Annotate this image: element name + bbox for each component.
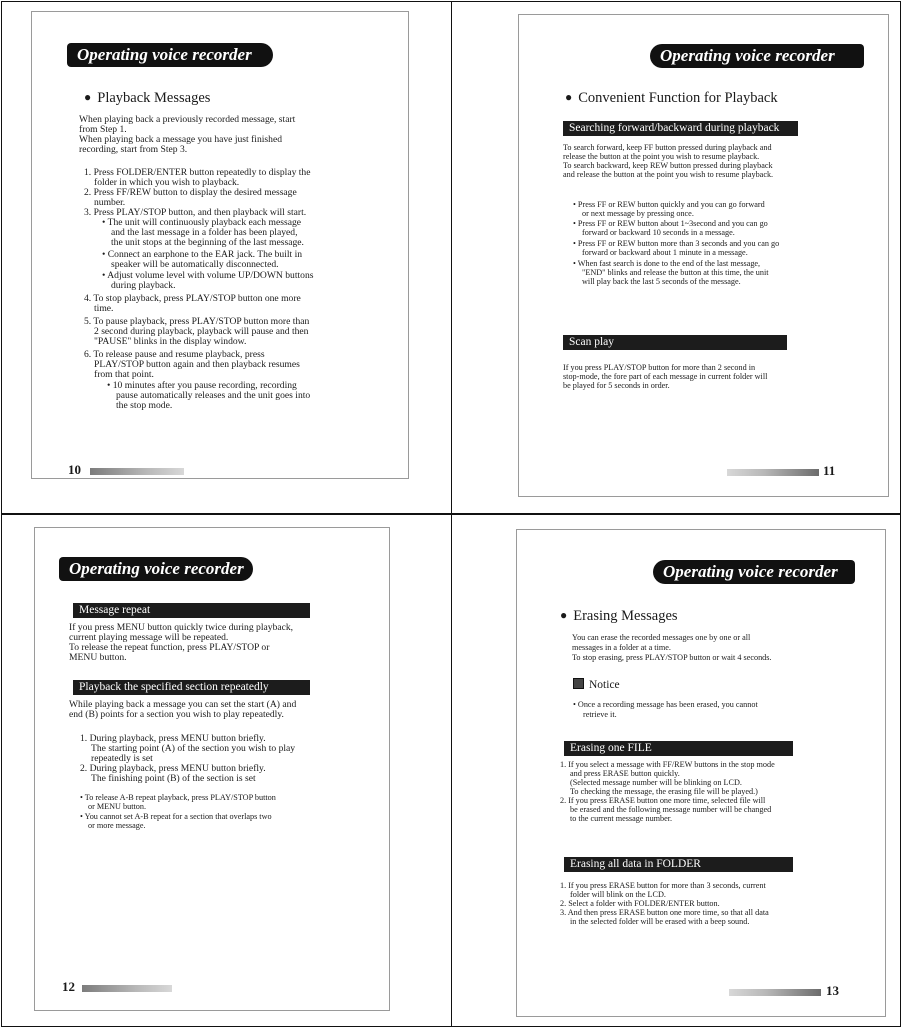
- para-line: end (B) points for a section you wish to play repeatedly.: [69, 709, 284, 720]
- step-line: speaker will be automatically disconnected.: [111, 259, 279, 270]
- section-bar-erase-file: Erasing one FILE: [564, 741, 793, 756]
- step-line: 1. Press FOLDER/ENTER button repeatedly to display the: [84, 167, 311, 178]
- para-line: If you press MENU button quickly twice during playback,: [69, 622, 294, 633]
- step-line: 6. To release pause and resume playback, press: [84, 349, 265, 360]
- page-10-heading: [84, 90, 210, 107]
- step-line: 2. Select a folder with FOLDER/ENTER button.: [560, 899, 720, 908]
- step-line: To checking the message, the erasing file will be played.): [570, 787, 758, 796]
- intro-line: from Step 1.: [79, 124, 127, 135]
- page-13: [516, 529, 886, 1017]
- page-11-heading-text: Convenient Function for Playback: [578, 90, 778, 106]
- page-10-frame: [1, 1, 452, 514]
- step-line: folder in which you wish to playback.: [94, 177, 240, 188]
- para-line: release the button at the point you wish to resume playback.: [563, 152, 760, 161]
- step-line: pause automatically releases and the unit goes into: [116, 390, 311, 401]
- step-line: 2. Press FF/REW button to display the desired message: [84, 187, 297, 198]
- notice-line: • Once a recording message has been erased, you cannot: [573, 700, 758, 709]
- step-line: 1. If you press ERASE button for more than 3 seconds, current: [560, 881, 766, 890]
- bullet-line: forward or backward about 1 minute in a message.: [582, 248, 748, 257]
- step-line: 1. During playback, press MENU button briefly.: [80, 733, 266, 744]
- step-line: PLAY/STOP button again and then playback resumes: [94, 359, 300, 370]
- step-line: 1. If you select a message with FF/REW buttons in the stop mode: [560, 760, 775, 769]
- page-number-bar: [727, 469, 819, 476]
- step-line: 2. During playback, press MENU button briefly.: [80, 763, 266, 774]
- step-line: 3. Press PLAY/STOP button, and then playback will start.: [84, 207, 307, 218]
- step-line: be erased and the following message number will be changed: [570, 805, 772, 814]
- bullet-icon: ●: [84, 90, 92, 104]
- step-line: from that point.: [94, 369, 154, 380]
- note-line: • To release A-B repeat playback, press PLAY/STOP button: [80, 793, 276, 802]
- page-11-heading: [565, 90, 778, 107]
- para-line: While playing back a message you can set the start (A) and: [69, 699, 297, 710]
- intro-line: When playing back a message you have just finished: [79, 134, 283, 145]
- page-13-heading-text: Erasing Messages: [573, 608, 678, 624]
- para-line: stop-mode, the fore part of each message in current folder will: [563, 372, 768, 381]
- intro-line: When playing back a previously recorded message, start: [79, 114, 296, 125]
- bullet-line: • Press FF or REW button more than 3 seconds and you can go: [573, 239, 780, 248]
- step-line: "PAUSE" blinks in the display window.: [94, 336, 247, 347]
- step-line: and press ERASE button quickly.: [570, 769, 680, 778]
- notice-label: Notice: [589, 679, 620, 691]
- step-line: the stop mode.: [116, 400, 173, 411]
- section-bar-scan-play: Scan play: [563, 335, 787, 350]
- intro-line: You can erase the recorded messages one by one or all: [572, 633, 751, 642]
- para-line: be played for 5 seconds in order.: [563, 381, 670, 390]
- section-bar-ab-repeat: Playback the specified section repeatedly: [73, 680, 310, 695]
- page-11-banner: Operating voice recorder: [650, 44, 864, 68]
- intro-line: recording, start from Step 3.: [79, 144, 188, 155]
- page-number: 13: [826, 983, 839, 998]
- notice-box-icon: [573, 678, 584, 689]
- bullet-line: • When fast search is done to the end of the last message,: [573, 259, 761, 268]
- step-line: folder will blink on the LCD.: [570, 890, 666, 899]
- bullet-line: • Press FF or REW button quickly and you can go forward: [573, 200, 765, 209]
- section-bar-message-repeat: Message repeat: [73, 603, 310, 618]
- notice-heading: [573, 678, 620, 691]
- step-line: • Connect an earphone to the EAR jack. The built in: [102, 249, 303, 260]
- section-bar-erase-folder: Erasing all data in FOLDER: [564, 857, 793, 872]
- page-11: [518, 14, 889, 497]
- page-11-frame: [451, 1, 901, 514]
- para-line: MENU button.: [69, 652, 127, 663]
- step-line: repeatedly is set: [91, 753, 153, 764]
- intro-line: To stop erasing, press PLAY/STOP button or wait 4 seconds.: [572, 653, 772, 662]
- para-line: To search forward, keep FF button pressed during playback and: [563, 143, 772, 152]
- para-line: To search backward, keep REW button pressed during playback: [563, 161, 773, 170]
- page-number-bar: [729, 989, 821, 996]
- step-line: 5. To pause playback, press PLAY/STOP button more than: [84, 316, 310, 327]
- bullet-icon: ●: [565, 90, 573, 104]
- bullet-line: forward or backward 10 seconds in a message.: [582, 228, 735, 237]
- para-line: and release the button at the point you wish to resume playback.: [563, 170, 774, 179]
- page-10: [31, 11, 409, 479]
- step-line: 2. If you press ERASE button one more time, selected file will: [560, 796, 766, 805]
- para-line: current playing message will be repeated.: [69, 632, 229, 643]
- para-line: If you press PLAY/STOP button for more than 2 second in: [563, 363, 756, 372]
- step-line: The starting point (A) of the section you wish to play: [91, 743, 296, 754]
- step-line: in the selected folder will be erased with a beep sound.: [570, 917, 750, 926]
- step-line: (Selected message number will be blinking on LCD.: [570, 778, 742, 787]
- step-line: number.: [94, 197, 126, 208]
- section-bar-search: Searching forward/backward during playback: [563, 121, 798, 136]
- note-line: • You cannot set A-B repeat for a section that overlaps two: [80, 812, 272, 821]
- page-12-frame: [1, 514, 452, 1027]
- step-line: • Adjust volume level with volume UP/DOWN buttons: [102, 270, 314, 281]
- page-number-bar: [90, 468, 184, 475]
- step-line: to the current message number.: [570, 814, 673, 823]
- step-line: • 10 minutes after you pause recording, recording: [107, 380, 297, 391]
- step-line: 3. And then press ERASE button one more time, so that all data: [560, 908, 769, 917]
- bullet-line: "END" blinks and release the button at this time, the unit: [582, 268, 769, 277]
- bullet-line: will play back the last 5 seconds of the message.: [582, 277, 741, 286]
- page-number: 11: [823, 463, 836, 478]
- page-number: 12: [62, 979, 75, 994]
- notice-line: retrieve it.: [583, 710, 617, 719]
- page-13-frame: [451, 514, 901, 1027]
- step-line: and the last message in a folder has been played,: [111, 227, 298, 238]
- step-line: • The unit will continuously playback each message: [102, 217, 302, 228]
- para-line: To release the repeat function, press PLAY/STOP or: [69, 642, 270, 653]
- note-line: or MENU button.: [88, 802, 146, 811]
- page-10-banner: Operating voice recorder: [67, 43, 273, 67]
- step-line: The finishing point (B) of the section is set: [91, 773, 256, 784]
- step-line: 4. To stop playback, press PLAY/STOP button one more: [84, 293, 301, 304]
- page-13-banner: Operating voice recorder: [653, 560, 855, 584]
- step-line: 2 second during playback, playback will pause and then: [94, 326, 309, 337]
- page-12: [34, 527, 390, 1011]
- page-10-heading-text: Playback Messages: [97, 90, 211, 106]
- step-line: time.: [94, 303, 114, 314]
- step-line: the unit stops at the beginning of the last message.: [111, 237, 304, 248]
- bullet-line: or next message by pressing once.: [582, 209, 694, 218]
- bullet-icon: ●: [560, 608, 568, 622]
- note-line: or more message.: [88, 821, 146, 830]
- page-12-banner: Operating voice recorder: [59, 557, 253, 581]
- page-number: 10: [68, 462, 81, 477]
- page-13-heading: [560, 608, 678, 625]
- step-line: during playback.: [111, 280, 176, 291]
- page-number-bar: [82, 985, 172, 992]
- intro-line: messages in a folder at a time.: [572, 643, 671, 652]
- bullet-line: • Press FF or REW button about 1~3second and you can go: [573, 219, 768, 228]
